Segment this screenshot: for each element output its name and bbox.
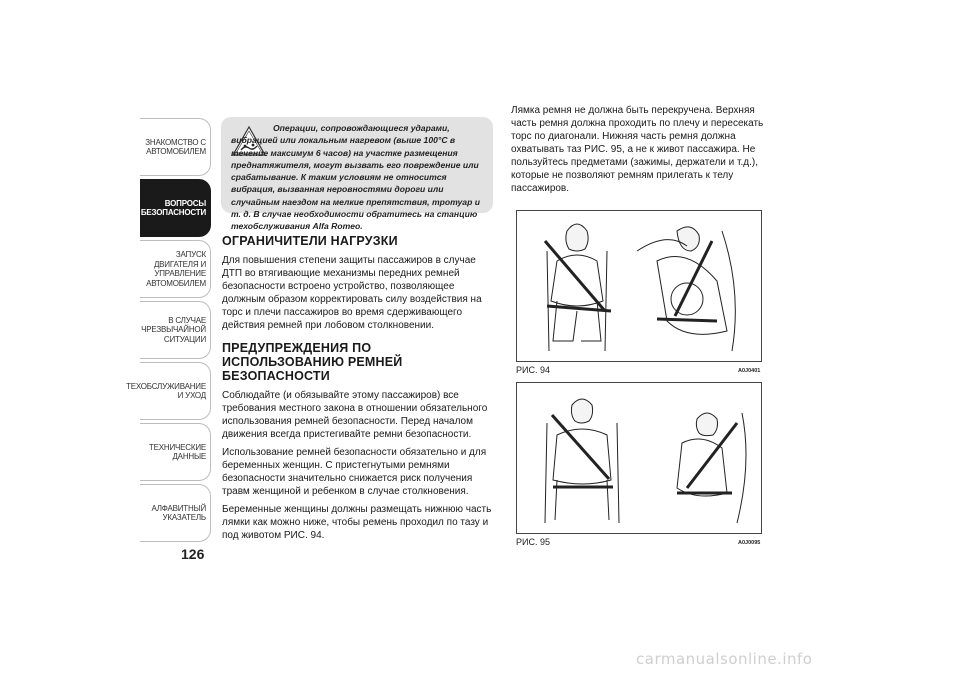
paragraph: Использование ремней безопасности обязательно и для беременных женщин. С пристегнутыми ремнями безопасности значительно снижается риск получения травм женщиной и ребенком в случае столкновения. <box>222 447 487 497</box>
tab-emergency[interactable]: В СЛУЧАЕ ЧРЕЗВЫЧАЙНОЙ СИТУАЦИИ <box>140 301 211 359</box>
figure-94-caption: РИС. 94 <box>516 365 550 375</box>
tab-starting[interactable]: ЗАПУСК ДВИГАТЕЛЯ И УПРАВЛЕНИЕ АВТОМОБИЛЕМ <box>140 240 211 298</box>
adult-seatbelt-illustration <box>517 383 761 533</box>
warning-box <box>221 117 493 232</box>
section-heading-seatbelt-warnings: ПРЕДУПРЕЖДЕНИЯ ПО ИСПОЛЬЗОВАНИЮ РЕМНЕЙ БЕЗОПАСНОСТИ <box>222 341 403 383</box>
tab-index[interactable]: АЛФАВИТНЫЙ УКАЗАТЕЛЬ <box>140 484 211 542</box>
right-column <box>511 104 783 200</box>
warning-text: Операции, сопровождающиеся ударами, вибрацией или локальным нагревом (выше 100°C в течение максимум 6 часов) на участке размещения преднатяжителя, могут вызвать его повреждение или срабатывание. К таким условиям не относится вибрация, вызванная неровностями дороги или случайным наездом на мелкие препятствия, тротуар и т. д. В случае необходимости обратитесь на станцию техобслуживания Alfa Romeo. <box>231 123 480 232</box>
pregnant-woman-seatbelt-illustration <box>517 211 761 361</box>
paragraph: Беременные женщины должны размещать нижнюю часть лямки как можно ниже, чтобы ремень проходил по тазу и под животом РИС. 94. <box>222 504 492 541</box>
figure-94-code: A0J0401 <box>738 368 761 374</box>
tab-technical[interactable]: ТЕХНИЧЕСКИЕ ДАННЫЕ <box>140 423 211 481</box>
figure-95-caption: РИС. 95 <box>516 537 550 547</box>
paragraph: Лямка ремня не должна быть перекручена. Верхняя часть ремня должна проходить по плечу и пересекать торс по диагонали. Нижняя часть ремня должна охватывать таз РИС. 95, а не к живот пассажира. Не пользуйтесь предметами (зажимы, держатели и т.д.), которые не позволяют ремням прилегать к телу пассажиров. <box>511 105 764 194</box>
paragraph: Соблюдайте (и обязывайте этому пассажиров) все требования местного закона в отношении обязательного использования ремней безопасности. Перед началом движения всегда пристегивайте ремни безопасности. <box>222 390 488 440</box>
tab-safety[interactable]: ВОПРОСЫ БЕЗОПАСНОСТИ <box>140 179 211 237</box>
figure-95-code: A0J0095 <box>738 540 761 546</box>
page-number: 126 <box>181 546 205 562</box>
chapter-sidebar <box>126 118 211 545</box>
figure-95-illustration <box>516 382 762 534</box>
section-heading-load-limiters: ОГРАНИЧИТЕЛИ НАГРУЗКИ <box>222 234 398 248</box>
tab-intro[interactable]: ЗНАКОМСТВО С АВТОМОБИЛЕМ <box>140 118 211 176</box>
left-column <box>222 234 494 547</box>
footer-watermark: carmanualsonline.info <box>636 650 813 668</box>
figure-94-illustration <box>516 210 762 362</box>
tab-maintenance[interactable]: ТЕХОБСЛУЖИВАНИЕ И УХОД <box>140 362 211 420</box>
paragraph: Для повышения степени защиты пассажиров в случае ДТП во втягивающие механизмы передних ремней безопасности встроено устройство, позволяющее должным образом корректировать силу воздействия на торс и плечи пассажиров во время сдерживающего действия ремней при лобовом столкновении. <box>222 255 482 331</box>
